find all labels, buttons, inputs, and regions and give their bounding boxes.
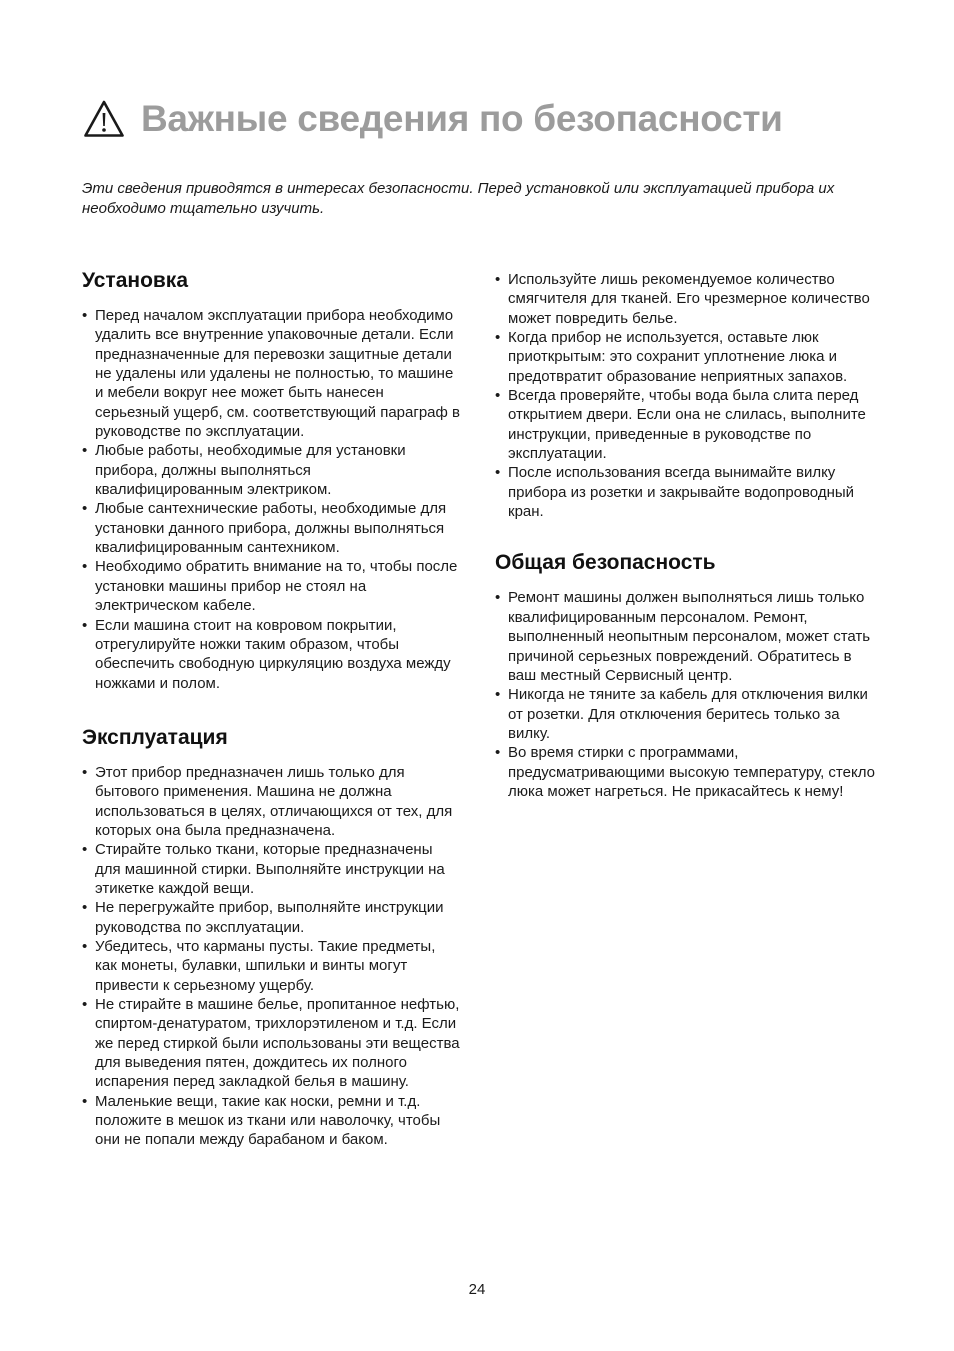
section-heading-general-safety: Общая безопасность <box>495 551 716 575</box>
section-operation-continued <box>495 270 875 521</box>
page-number: 24 <box>468 1281 486 1298</box>
list-item: • Не перегружайте прибор, выполняйте инструкции руководства по эксплуатации. <box>82 898 460 937</box>
list-item: • Стирайте только ткани, которые предназначены для машинной стирки. Выполняйте инструкции на этикетке каждой вещи. <box>82 840 460 898</box>
list-item: • Необходимо обратить внимание на то, чтобы после установки машины прибор не стоял на электрическом кабеле. <box>82 557 460 615</box>
operation-list-continued <box>495 270 875 521</box>
list-item: • Если машина стоит на ковровом покрытии, отрегулируйте ножки таким образом, чтобы обеспечить свободную циркуляцию воздуха между ножками и полом. <box>82 616 460 693</box>
list-item: • После использования всегда вынимайте вилку прибора из розетки и закрывайте водопроводный кран. <box>495 463 875 521</box>
left-column <box>82 268 460 1150</box>
list-item: • Убедитесь, что карманы пусты. Такие предметы, как монеты, булавки, шпильки и винты могут привести к серьезному ущербу. <box>82 937 460 995</box>
right-column <box>495 270 875 801</box>
list-item: • Любые работы, необходимые для установки прибора, должны выполняться квалифицированным электриком. <box>82 441 460 499</box>
list-item: • Маленькие вещи, такие как носки, ремни и т.д. положите в мешок из ткани или наволочку, чтобы они не попали между барабаном и баком. <box>82 1092 460 1150</box>
section-general-safety <box>495 550 875 801</box>
section-heading-installation: Установка <box>82 269 188 292</box>
list-item: • Никогда не тяните за кабель для отключения вилки от розетки. Для отключения беритесь только за вилку. <box>495 685 875 743</box>
intro-text: Эти сведения приводятся в интересах безопасности. Перед установкой или эксплуатацией прибора их необходимо тщательно изучить. <box>82 180 835 217</box>
list-item: • Любые сантехнические работы, необходимые для установки данного прибора, должны выполняться квалифицированным сантехником. <box>82 499 460 557</box>
warning-triangle-icon <box>83 99 125 139</box>
page-title: Важные сведения по безопасности <box>141 98 783 139</box>
section-installation <box>82 268 460 693</box>
list-item: • Используйте лишь рекомендуемое количество смягчителя для тканей. Его чрезмерное количество может повредить белье. <box>495 270 875 328</box>
list-item: • Этот прибор предназначен лишь только для бытового применения. Машина не должна использоваться в целях, отличающихся от тех, для которых она была предназначена. <box>82 763 460 840</box>
operation-list <box>82 763 460 1150</box>
general-safety-list <box>495 588 875 801</box>
list-item: • Когда прибор не используется, оставьте люк приоткрытым: это сохранит уплотнение люка и предотвратит образование неприятных запахов. <box>495 328 875 386</box>
list-item: • Всегда проверяйте, чтобы вода была слита перед открытием двери. Если она не слилась, выполните инструкции, приведенные в руководстве по эксплуатации. <box>495 386 875 463</box>
section-operation <box>82 725 460 1150</box>
installation-list <box>82 306 460 693</box>
list-item: • Ремонт машины должен выполняться лишь только квалифицированным персоналом. Ремонт, выполненный неопытным персоналом, может стать причиной серьезных повреждений. Обратитесь в ваш местный Сервисный центр. <box>495 588 875 685</box>
list-item: • Перед началом эксплуатации прибора необходимо удалить все внутренние упаковочные детали. Если предназначенные для перевозки защитные детали не удалены или удалены не полностью, то машине и мебели вокруг нее может быть нанесен серьезный ущерб, см. соответствующий параграф в руководстве по эксплуатации. <box>82 306 460 441</box>
list-item: • Во время стирки с программами, предусматривающими высокую температуру, стекло люка может нагреться. Не прикасайтесь к нему! <box>495 743 875 801</box>
page-header <box>83 96 783 142</box>
section-heading-operation: Эксплуатация <box>82 725 228 749</box>
list-item: • Не стирайте в машине белье, пропитанное нефтью, спиртом-денатуратом, трихлорэтиленом и т.д. Если же перед стиркой были использованы эти вещества для выведения пятен, дождитесь их полного испарения перед закладкой белья в машину. <box>82 995 460 1092</box>
